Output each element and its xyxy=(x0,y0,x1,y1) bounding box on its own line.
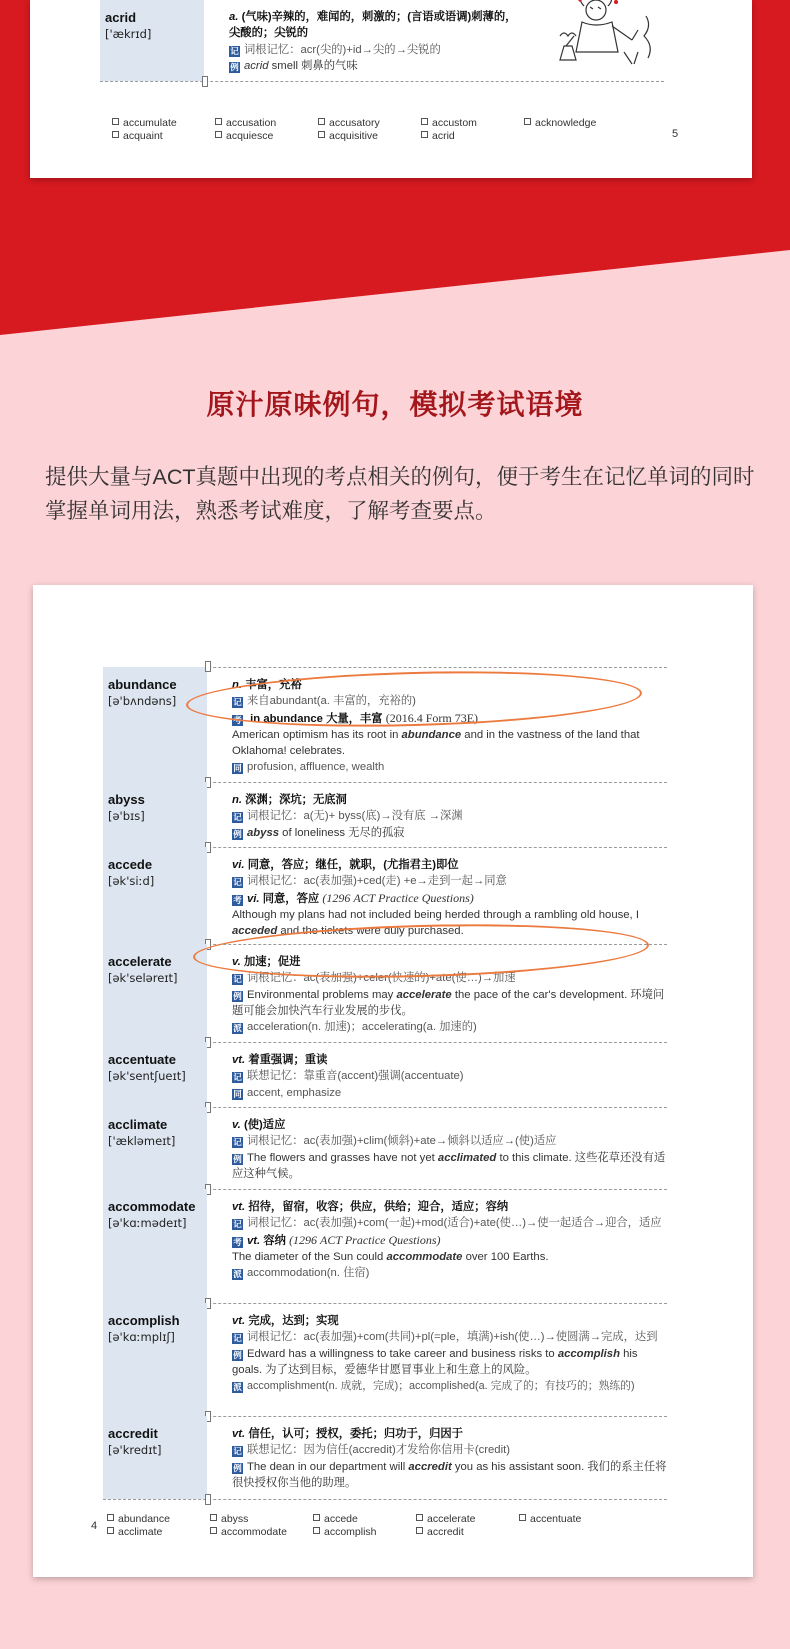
entry-accelerate: accelerate [ək'seləreɪt] v. 加速；促进 记 词根记忆：ac(表加强)+celer(快速的)+ate(使…)→加速 例 Environmental problems may accelerate the pace of the car's development. 环境问题可能会加快汽车行业发展的步伐。 派 acceleration(n. 加速)；accelerating(a. 加速的) xyxy=(103,944,667,1043)
index-item[interactable]: acclimate xyxy=(107,1526,162,1538)
example-badge-icon: 例 xyxy=(233,1462,242,1473)
exam-badge-icon: 考 xyxy=(233,1236,242,1247)
headword: acclimate xyxy=(108,1117,168,1132)
index-item[interactable]: accustom xyxy=(421,117,477,129)
entry-abundance: abundance [ə'bʌndəns] n. 丰富，充裕 记 来自abundant(a. 丰富的，充裕的) 考 in abundance 大量，丰富 (2016.4 Form 73E) American optimism has its root in abundance and in the vastness of the land that Oklahoma! celebrates. 同 profusion, affluence, wealth xyxy=(103,667,667,783)
phonetic: [ə'bɪs] xyxy=(108,809,145,823)
phonetic: [ə'bʌndəns] xyxy=(108,694,177,708)
entry-acrid: acrid ['ækrɪd] a. (气味)辛辣的，难闻的，刺激的；(言语或语调)刺薄的， 尖酸的；尖锐的 记 词根记忆：acr(尖的)+id→尖的→尖锐的 例 acrid smell 刺鼻的气味 xyxy=(100,0,664,82)
checkbox-icon xyxy=(215,118,222,125)
page-number: 4 xyxy=(91,1520,98,1532)
index-item[interactable]: accede xyxy=(313,1513,358,1525)
memory-badge-icon: 记 xyxy=(233,1219,242,1230)
headword: abyss xyxy=(108,792,145,807)
index-item[interactable]: accentuate xyxy=(519,1513,581,1525)
checkbox-icon xyxy=(210,1514,217,1521)
checkbox-icon xyxy=(519,1514,526,1521)
synonym-badge-icon: 同 xyxy=(233,763,242,774)
headword: accomplish xyxy=(108,1313,180,1328)
checkbox-icon xyxy=(107,1527,114,1534)
checkbox-icon xyxy=(107,1514,114,1521)
index-item[interactable]: accelerate xyxy=(416,1513,475,1525)
memory-badge-icon: 记 xyxy=(233,812,242,823)
headword: accelerate xyxy=(108,954,172,969)
checkbox-icon xyxy=(313,1514,320,1521)
checkbox-icon xyxy=(112,131,119,138)
entry-accomplish: accomplish [ə'kɑːmplɪʃ] vt. 完成，达到；实现 记 词根记忆：ac(表加强)+com(共同)+pl(=ple，填满)+ish(使…)→使圆满→完成，达到 例 Edward has a willingness to take career and business risks to accomplish his goals. 为了达到目标，爱德华甘愿冒事业上和生意上的风险。 派 accomplishment(n. 成就，完成)；accomplished(a. 完成了的；有技巧的；熟练的) xyxy=(103,1303,667,1417)
memory-badge-icon: 记 xyxy=(233,1333,242,1344)
headword: accredit xyxy=(108,1426,158,1441)
headword: accommodate xyxy=(108,1199,196,1214)
headword: acrid xyxy=(105,10,137,25)
section-description: 提供大量与ACT真题中出现的考点相关的例句，便于考生在记忆单词的同时掌握单词用法，熟悉考试难度，了解考查要点。 xyxy=(45,465,755,523)
book-page-4 xyxy=(33,585,753,1577)
section-heading: 原汁原味例句，模拟考试语境 xyxy=(206,389,584,420)
index-item[interactable]: accumulate xyxy=(112,117,177,129)
synonym-badge-icon: 同 xyxy=(233,1088,242,1099)
memory-badge-icon: 记 xyxy=(233,877,242,888)
entry-accommodate: accommodate [ə'kɑːmədeɪt] vt. 招待，留宿，收容；供应，供给；迎合，适应；容纳 记 词根记忆：ac(表加强)+com(一起)+mod(适合)+ate(使…)→使一起适合→迎合，适应 考 vt. 容纳 (1296 ACT Practice Questions) The diameter of the Sun could accommodate over 100 Earths. 派 accommodation(n. 住宿) xyxy=(103,1189,667,1304)
derivative-badge-icon: 派 xyxy=(233,1023,242,1034)
derivative-badge-icon: 派 xyxy=(233,1269,242,1280)
memory-badge-icon: 记 xyxy=(233,974,242,985)
memory-badge-icon: 记 xyxy=(233,1072,242,1083)
checkbox-icon xyxy=(421,118,428,125)
index-item[interactable]: acquisitive xyxy=(318,130,378,142)
index-item[interactable]: accusation xyxy=(215,117,276,129)
example-badge-icon: 例 xyxy=(233,828,242,839)
checkbox-icon xyxy=(416,1527,423,1534)
phonetic: [ək'seləreɪt] xyxy=(108,971,178,985)
memory-badge-icon: 记 xyxy=(233,697,242,708)
index-item[interactable]: abundance xyxy=(107,1513,170,1525)
entry-acclimate: acclimate ['ækləmeɪt] v. (使)适应 记 词根记忆：ac(表加强)+clim(倾斜)+ate→倾斜以适应→(使)适应 例 The flowers and grasses have not yet acclimated to this climate. 这些花草还没有适应这种气候。 xyxy=(103,1107,667,1190)
phonetic: ['ækləmeɪt] xyxy=(108,1134,176,1148)
checkbox-icon xyxy=(215,131,222,138)
entry-accredit: accredit [ə'kredɪt] vt. 信任，认可；授权，委托；归功于，归因于 记 联想记忆：因为信任(accredit)才发给你信用卡(credit) 例 The dean in our department will accredit you as his assistant soon. 我们的系主任将很快授权你当他的助理。 xyxy=(103,1416,667,1500)
exam-badge-icon: 考 xyxy=(233,894,242,905)
checkbox-icon xyxy=(313,1527,320,1534)
phonetic: [ək'sentʃueɪt] xyxy=(108,1069,186,1083)
phonetic: [ə'kɑːmplɪʃ] xyxy=(108,1330,175,1344)
example-badge-icon: 例 xyxy=(233,1349,242,1360)
entry-accede: accede [ək'siːd] vi. 同意，答应；继任，就职，(尤指君主)即位 记 词根记忆：ac(表加强)+ced(走) +e→走到一起→同意 考 vi. 同意，答应 (1296 ACT Practice Questions) Although my plans had not included being herded through a rambling old house, I acceded and the tickets were duly purchased. xyxy=(103,847,667,945)
example-badge-icon: 例 xyxy=(230,61,239,72)
entry-accentuate: accentuate [ək'sentʃueɪt] vt. 着重强调；重读 记 联想记忆：靠重音(accent)强调(accentuate) 同 accent, emphasize xyxy=(103,1042,667,1108)
phonetic: [ə'kɑːmədeɪt] xyxy=(108,1216,187,1230)
index-item[interactable]: abyss xyxy=(210,1513,248,1525)
memory-badge-icon: 记 xyxy=(233,1446,242,1457)
headword: accede xyxy=(108,857,153,872)
checkbox-icon xyxy=(210,1527,217,1534)
example-badge-icon: 例 xyxy=(233,990,242,1001)
index-item[interactable]: acquiesce xyxy=(215,130,273,142)
phonetic: [ə'kredɪt] xyxy=(108,1443,162,1457)
example-badge-icon: 例 xyxy=(233,1153,242,1164)
phonetic: ['ækrɪd] xyxy=(105,27,152,41)
page-number: 5 xyxy=(672,128,679,140)
checkbox-icon xyxy=(318,118,325,125)
checkbox-icon xyxy=(524,118,531,125)
index-item[interactable]: accusatory xyxy=(318,117,380,129)
index-item[interactable]: accredit xyxy=(416,1526,464,1538)
checkbox-icon xyxy=(112,118,119,125)
checkbox-icon xyxy=(416,1514,423,1521)
headword: abundance xyxy=(108,677,177,692)
index-item[interactable]: accommodate xyxy=(210,1526,287,1538)
index-item[interactable]: acknowledge xyxy=(524,117,596,129)
derivative-badge-icon: 派 xyxy=(233,1382,242,1393)
checkbox-icon xyxy=(318,131,325,138)
exam-badge-icon: 考 xyxy=(233,714,242,725)
book-page-5 xyxy=(30,0,752,178)
headword: accentuate xyxy=(108,1052,176,1067)
index-item[interactable]: accomplish xyxy=(313,1526,377,1538)
phonetic: [ək'siːd] xyxy=(108,874,155,888)
entry-abyss: abyss [ə'bɪs] n. 深渊；深坑；无底洞 记 词根记忆：a(无)+ byss(底)→没有底 →深渊 例 abyss of loneliness 无尽的孤寂 xyxy=(103,782,667,848)
memory-badge-icon: 记 xyxy=(230,45,239,56)
memory-badge-icon: 记 xyxy=(233,1137,242,1148)
index-item[interactable]: acquaint xyxy=(112,130,163,142)
scientist-cartoon-illustration xyxy=(554,0,664,68)
index-item[interactable]: acrid xyxy=(421,130,455,142)
checkbox-icon xyxy=(421,131,428,138)
